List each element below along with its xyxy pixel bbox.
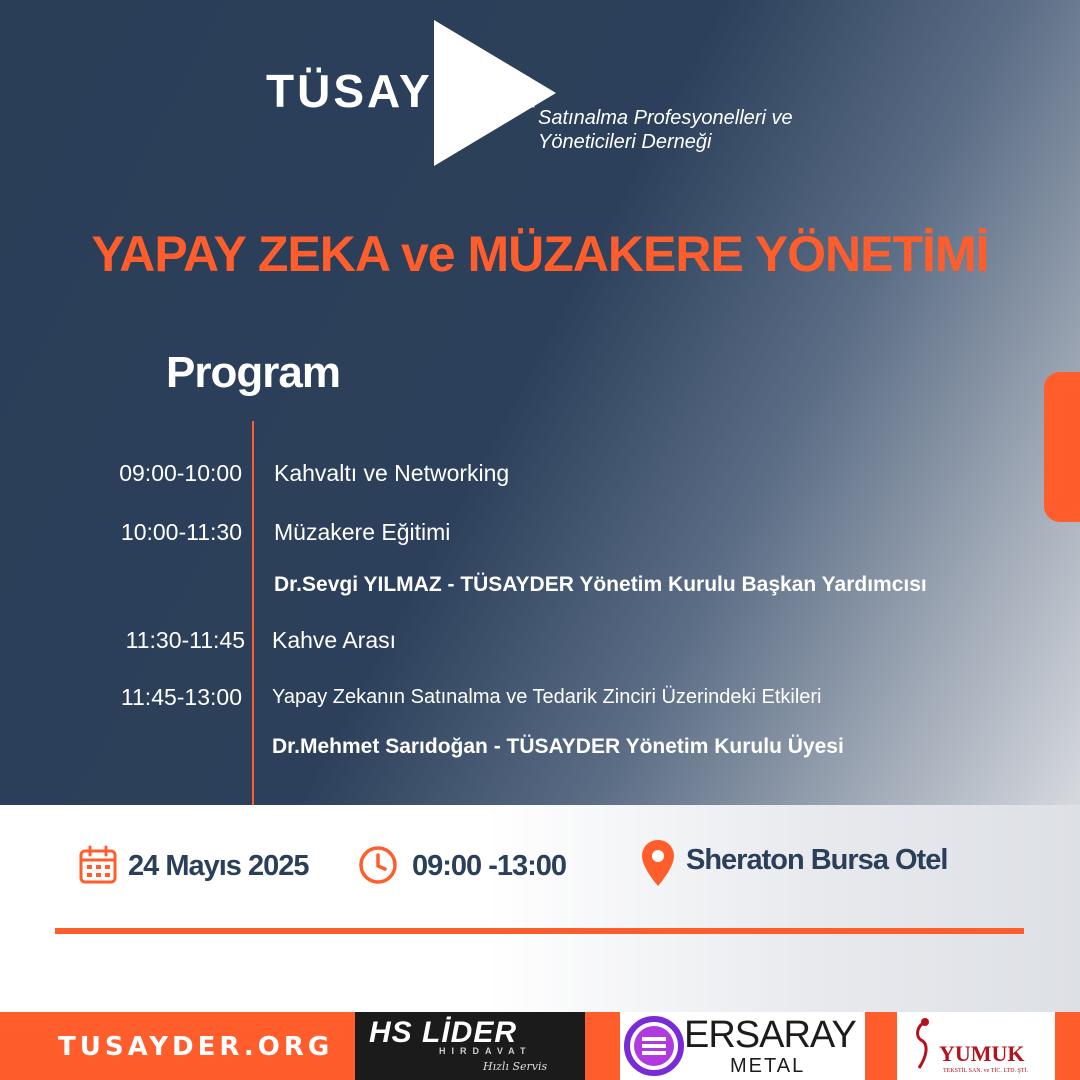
website-link[interactable]: TUSAYDER.ORG <box>58 1032 334 1062</box>
session-time: 10:00-11:30 <box>120 519 242 545</box>
logo-wordmark: TÜSAYDER <box>266 65 539 117</box>
session-title: Müzakere Eğitimi <box>274 519 451 545</box>
sponsor-sub: HIRDAVAT <box>439 1046 532 1056</box>
program-timeline-line <box>252 421 254 805</box>
clock-icon <box>358 845 398 885</box>
program-heading: Program <box>166 348 340 397</box>
logo-subtitle-line2: Yöneticileri Derneği <box>538 131 712 153</box>
logo-subtitle-line1: Satınalma Profesyonelleri ve <box>538 107 793 129</box>
sponsor-name: ERSARAY <box>684 1014 856 1056</box>
divider-line <box>55 928 1024 934</box>
sponsor-name: HS LİDER <box>369 1016 518 1049</box>
session-title: Kahve Arası <box>272 627 397 653</box>
calendar-icon <box>78 845 118 885</box>
session-time: 11:45-13:00 <box>120 684 242 710</box>
side-accent-tab <box>1044 372 1080 522</box>
session-title: Yapay Zekanın Satınalma ve Tedarik Zinciri Üzerindeki Etkileri <box>272 686 822 708</box>
session-speaker: Dr.Mehmet Sarıdoğan - TÜSAYDER Yönetim Kurulu Üyesi <box>272 735 844 758</box>
ersaray-emblem-icon <box>624 1016 684 1076</box>
session-title: Kahvaltı ve Networking <box>274 460 510 486</box>
sponsor-logo-ersaray <box>620 1012 865 1080</box>
event-title: YAPAY ZEKA ve MÜZAKERE YÖNETİMİ <box>91 226 989 282</box>
info-band <box>0 805 1080 1012</box>
sponsor-logo-hs-lider <box>355 1012 585 1080</box>
event-location: Sheraton Bursa Otel <box>686 844 948 876</box>
event-date: 24 Mayıs 2025 <box>128 850 309 882</box>
sponsor-sub: TEKSTİL SAN. ve TİC. LTD. ŞTİ. <box>943 1068 1028 1074</box>
session-speaker: Dr.Sevgi YILMAZ - TÜSAYDER Yönetim Kurulu Başkan Yardımcısı <box>274 573 927 596</box>
logo-subtitle <box>538 106 858 154</box>
sponsor-sub: METAL <box>730 1055 806 1077</box>
sponsor-tagline: Hızlı Servis <box>483 1060 548 1073</box>
location-pin-icon <box>640 838 676 888</box>
session-time: 09:00-10:00 <box>119 460 242 486</box>
sponsor-name: YUMUK <box>939 1041 1025 1066</box>
session-time: 11:30-11:45 <box>125 627 245 653</box>
sponsor-logo-yumuk <box>897 1012 1055 1080</box>
event-time: 09:00 -13:00 <box>412 850 567 882</box>
